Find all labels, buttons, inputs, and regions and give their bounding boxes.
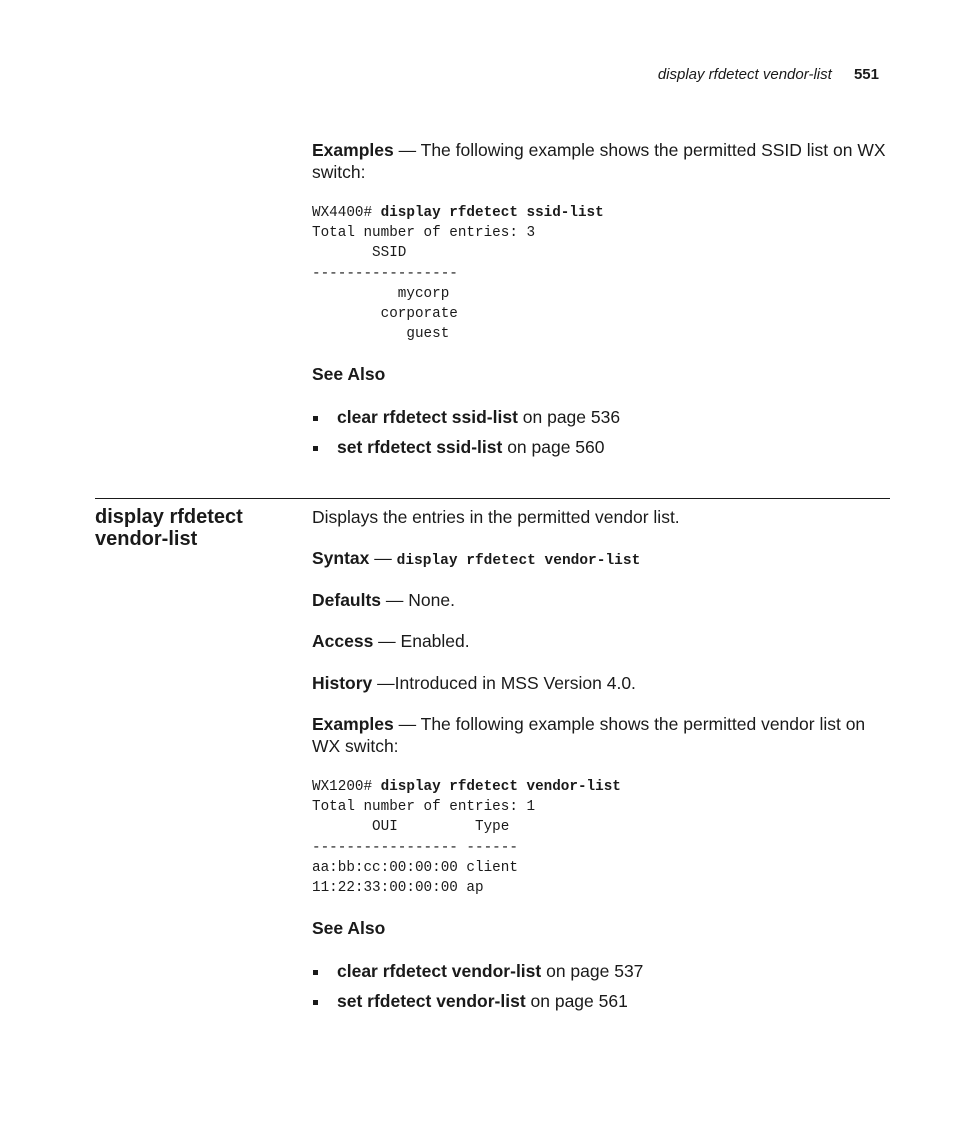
section-examples (312, 713, 892, 757)
code-prompt: WX4400# (312, 205, 381, 221)
access-label: Access (312, 631, 374, 651)
see-also-ref: on page 536 (517, 407, 621, 427)
bullet-icon (313, 1000, 318, 1005)
see-also-item[interactable] (312, 406, 892, 436)
top-see-also (312, 364, 892, 385)
examples-paragraph (312, 139, 892, 183)
code-command-line (312, 777, 892, 797)
see-also-cmd[interactable]: set rfdetect ssid-list (337, 437, 503, 457)
vendor-code-block (312, 777, 892, 898)
access-text: — Enabled. (373, 631, 470, 651)
syntax-line (312, 547, 892, 572)
see-also-ref: on page 560 (502, 437, 605, 457)
defaults-line (312, 589, 892, 611)
see-also-ref: on page 537 (541, 961, 644, 981)
examples-label: Examples (312, 140, 394, 160)
see-also-item[interactable] (312, 990, 892, 1020)
bullet-icon (313, 446, 318, 451)
code-prompt: WX1200# (312, 779, 381, 795)
code-command: display rfdetect ssid-list (380, 205, 604, 221)
top-see-also-list (312, 406, 892, 466)
examples-text: — The following example shows the permitted vendor list on WX switch: (312, 714, 866, 756)
running-header (658, 66, 879, 83)
code-command: display rfdetect vendor-list (380, 779, 621, 795)
see-also-cmd[interactable]: clear rfdetect ssid-list (337, 407, 518, 427)
examples-label: Examples (312, 714, 394, 734)
section-divider (95, 498, 890, 499)
history-text: —Introduced in MSS Version 4.0. (372, 673, 636, 693)
ssid-code-block (312, 203, 892, 344)
history-line (312, 672, 892, 694)
syntax-sep: — (369, 548, 397, 568)
code-command-line (312, 203, 892, 223)
syntax-label: Syntax (312, 548, 370, 568)
see-also-heading: See Also (312, 364, 386, 384)
code-output: Total number of entries: 3 SSID ----------------- mycorp corporate guest (312, 225, 536, 343)
bullet-icon (313, 970, 318, 975)
access-line (312, 630, 892, 652)
section-see-also-list (312, 960, 892, 1020)
page-number: 551 (853, 66, 879, 83)
see-also-item[interactable] (312, 960, 892, 990)
see-also-item[interactable] (312, 436, 892, 466)
see-also-cmd[interactable]: clear rfdetect vendor-list (337, 961, 542, 981)
section-see-also (312, 918, 892, 939)
defaults-text: — None. (381, 590, 455, 610)
header-title: display rfdetect vendor-list (657, 66, 832, 83)
see-also-cmd[interactable]: set rfdetect vendor-list (337, 991, 526, 1011)
bullet-icon (313, 416, 318, 421)
section-heading: display rfdetect vendor-list (95, 506, 243, 550)
examples-text: — The following example shows the permitted SSID list on WX switch: (312, 140, 886, 182)
description-text: Displays the entries in the permitted vendor list. (312, 507, 680, 527)
see-also-heading: See Also (312, 918, 386, 938)
code-output: Total number of entries: 1 OUI Type ----------------- ------ aa:bb:cc:00:00:00 client 11:22:33:00:00:00 ap (312, 799, 536, 897)
section-description (312, 506, 892, 528)
defaults-label: Defaults (312, 590, 382, 610)
syntax-command: display rfdetect vendor-list (396, 553, 641, 569)
see-also-ref: on page 561 (525, 991, 628, 1011)
history-label: History (312, 673, 373, 693)
top-examples (312, 139, 892, 183)
